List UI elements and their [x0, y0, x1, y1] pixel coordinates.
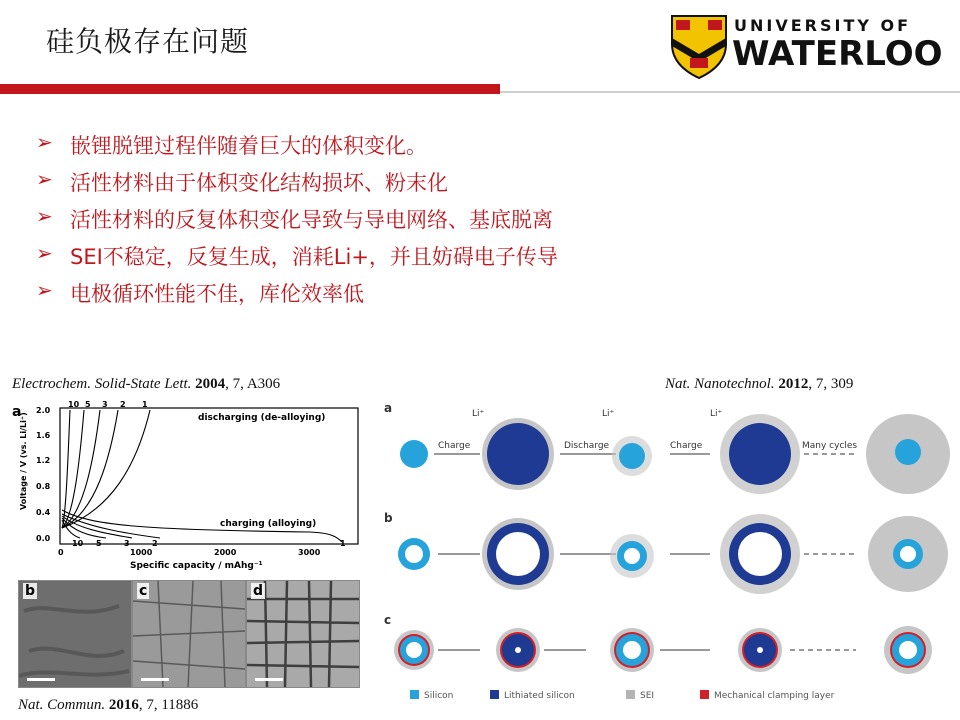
bullet-item [36, 167, 558, 204]
ref-year: 2012 [778, 376, 809, 392]
legend-swatch-clamp [700, 690, 709, 699]
discharge-label: discharging (de-alloying) [198, 413, 326, 423]
hollow-core [515, 647, 521, 653]
header-accent-bar [0, 84, 500, 94]
row-label: a [384, 401, 393, 415]
y-tick: 2.0 [36, 406, 51, 415]
scale-bar [141, 678, 169, 681]
hollow-core [406, 642, 422, 658]
bullet-text: 活性材料由于体积变化结构损坏、粉末化 [70, 171, 448, 195]
arrow-label: Charge [438, 441, 471, 451]
cycle-label: 5 [85, 400, 91, 409]
bullet-item [36, 204, 558, 241]
x-axis-label: Specific capacity / mAhg⁻¹ [130, 561, 263, 571]
discharge-curves [62, 410, 150, 528]
hollow-core [624, 548, 640, 564]
cycle-label: 5 [96, 539, 102, 548]
voltage-profile-figure [10, 398, 362, 574]
legend-swatch-lithiated [490, 690, 499, 699]
cycle-label: 2 [152, 539, 158, 548]
legend-swatch-sei [626, 690, 635, 699]
li-label: Li⁺ [710, 409, 723, 419]
y-tick: 0.4 [36, 508, 51, 517]
hollow-core [738, 532, 782, 576]
hollow-core [623, 641, 641, 659]
silicon-particle [619, 443, 645, 469]
legend [410, 690, 835, 701]
x-tick: 3000 [298, 548, 321, 557]
ref-volume-page: , 7, 11886 [138, 697, 199, 713]
y-tick: 1.6 [36, 431, 51, 440]
arrow-label: Many cycles [802, 441, 858, 451]
ref-journal: Nat. Commun. [18, 697, 106, 713]
ref-year: 2004 [195, 376, 226, 392]
sem-image-c [132, 580, 246, 688]
y-tick: 0.0 [36, 534, 51, 543]
cycle-label: 3 [124, 539, 130, 548]
logo-line-2: WATERLOO [732, 34, 943, 74]
lithiation-schematic [380, 398, 950, 710]
waterloo-crest-icon [670, 14, 728, 80]
x-tick: 1000 [130, 548, 153, 557]
lithiated-silicon-particle [729, 423, 791, 485]
li-label: Li⁺ [472, 409, 485, 419]
hollow-core [496, 532, 540, 576]
x-tick-labels [58, 548, 321, 557]
li-label: Li⁺ [602, 409, 615, 419]
sem-image-d [246, 580, 360, 688]
logo-line-1: UNIVERSITY OF [734, 16, 912, 35]
arrow-bullet-icon: ➢ [36, 204, 53, 228]
bullet-list [36, 130, 558, 315]
cycle-label: 3 [102, 400, 108, 409]
reference-bottom [18, 697, 198, 714]
x-tick: 2000 [214, 548, 237, 557]
bullet-text: 电极循环性能不佳，库伦效率低 [70, 282, 364, 306]
row-a [400, 409, 950, 494]
silicon-particle [400, 440, 428, 468]
micro-label: b [25, 583, 36, 599]
bullet-text: SEI不稳定，反复生成，消耗Li+，并且妨碍电子传导 [70, 245, 558, 269]
arrow-label: Charge [670, 441, 703, 451]
bullet-item [36, 130, 558, 167]
cycle-label: 10 [68, 400, 80, 409]
cycle-label: 1 [340, 539, 346, 548]
legend-label: Lithiated silicon [504, 691, 575, 701]
arrow-bullet-icon: ➢ [36, 167, 53, 191]
arrow-label: Discharge [564, 441, 610, 451]
scale-bar [27, 678, 55, 681]
bullet-text: 嵌锂脱锂过程伴随着巨大的体积变化。 [70, 134, 427, 158]
ref-volume-page: , 7, A306 [225, 376, 281, 392]
legend-swatch-silicon [410, 690, 419, 699]
reference-right-top [665, 376, 853, 393]
ref-journal: Electrochem. Solid-State Lett. [12, 376, 192, 392]
micro-label: c [139, 583, 148, 599]
curve-cycle-5 [62, 410, 84, 528]
row-label: c [384, 613, 392, 627]
ref-year: 2016 [108, 697, 139, 713]
row-b [398, 514, 948, 594]
ref-volume-page: , 7, 309 [808, 376, 854, 392]
arrow-bullet-icon: ➢ [36, 241, 53, 265]
sem-texture [133, 581, 245, 687]
legend-label: SEI [640, 691, 655, 701]
hollow-core [757, 647, 763, 653]
micro-label: d [253, 583, 264, 599]
silicon-particle [895, 439, 921, 465]
curve-cycle-1 [62, 410, 150, 528]
cycle-label: 2 [120, 400, 126, 409]
legend-label: Silicon [424, 691, 454, 701]
reference-left-top [12, 376, 280, 393]
charge-label: charging (alloying) [220, 519, 317, 529]
row-c [394, 626, 932, 674]
lithiated-silicon-particle [487, 423, 549, 485]
y-axis-label: Voltage / V (vs. Li/Li⁺) [19, 412, 28, 510]
legend-label: Mechanical clamping layer [714, 691, 835, 701]
ref-journal: Nat. Nanotechnol. [665, 376, 775, 392]
bullet-item [36, 241, 558, 278]
hollow-core [405, 545, 423, 563]
cycle-label: 1 [142, 400, 148, 409]
arrow-bullet-icon: ➢ [36, 278, 53, 302]
cycle-label: 10 [72, 539, 84, 548]
bullet-item [36, 278, 558, 315]
scale-bar [255, 678, 283, 681]
slide-title: 硅负极存在问题 [46, 25, 250, 58]
sem-image-b [18, 580, 132, 688]
y-tick-labels [36, 406, 51, 543]
row-label: b [384, 511, 393, 525]
y-tick: 1.2 [36, 456, 51, 465]
hollow-core [900, 546, 916, 562]
hollow-core [899, 641, 917, 659]
arrow-bullet-icon: ➢ [36, 130, 53, 154]
x-tick: 0 [58, 548, 64, 557]
y-tick: 0.8 [36, 482, 51, 491]
bullet-text: 活性材料的反复体积变化导致与导电网络、基底脱离 [70, 208, 553, 232]
university-logo [670, 14, 950, 84]
panel-label-a: a [12, 404, 22, 420]
